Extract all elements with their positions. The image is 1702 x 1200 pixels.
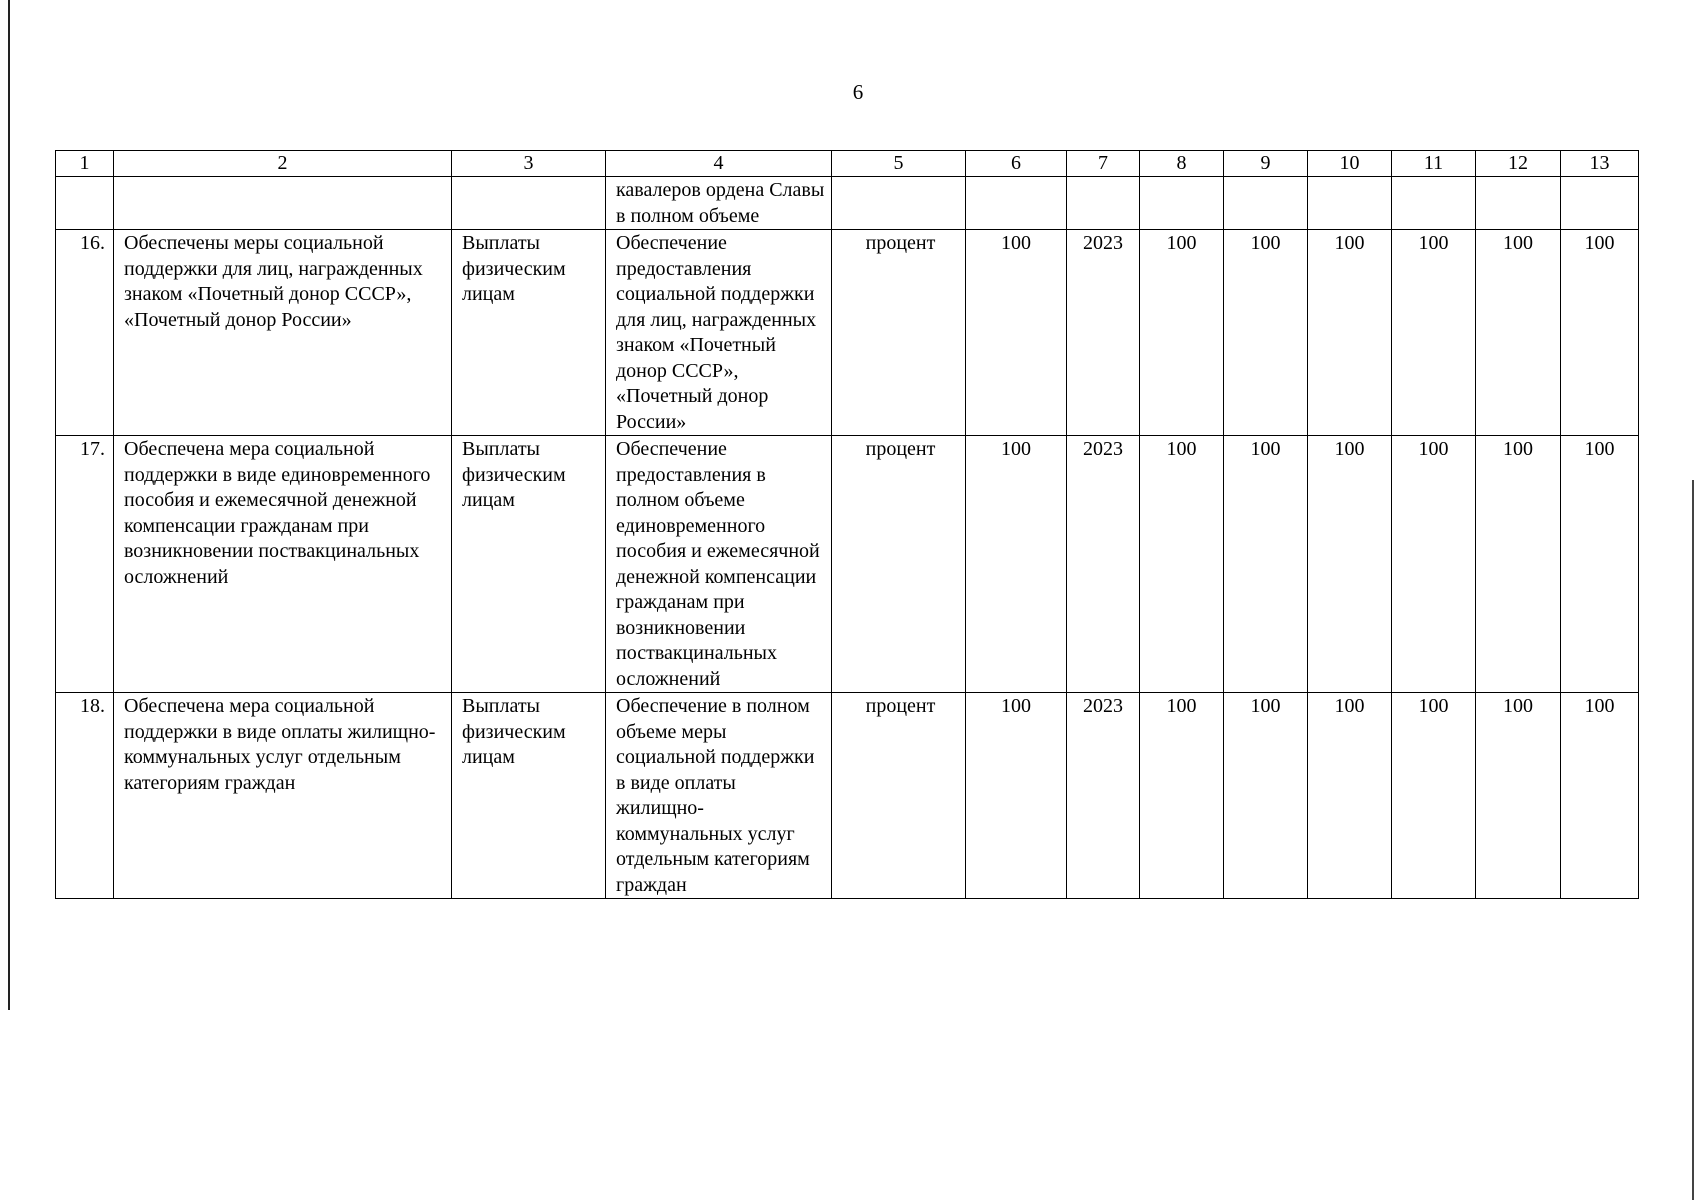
value-cell: 100: [1308, 436, 1392, 693]
indicator-cell: кавалеров ордена Славы в полном объеме: [606, 177, 832, 230]
cell-empty: [1476, 177, 1561, 230]
column-number: 2: [114, 151, 452, 177]
cell-empty: [966, 177, 1067, 230]
cell-empty: [452, 177, 606, 230]
value-cell: 100: [1308, 693, 1392, 899]
column-number: 6: [966, 151, 1067, 177]
value-cell: 100: [1561, 436, 1639, 693]
column-number: 8: [1140, 151, 1224, 177]
unit-cell: процент: [832, 436, 966, 693]
cell-empty: [1224, 177, 1308, 230]
cell-empty: [832, 177, 966, 230]
table-row-continuation: [56, 177, 1639, 230]
value-cell: 100: [1140, 693, 1224, 899]
value-cell: 100: [1224, 230, 1308, 436]
column-number: 10: [1308, 151, 1392, 177]
column-number: 9: [1224, 151, 1308, 177]
value-cell: 100: [1476, 436, 1561, 693]
cell-empty: [1140, 177, 1224, 230]
value-cell: 100: [1476, 693, 1561, 899]
cell-empty: [114, 177, 452, 230]
cell-empty: [1308, 177, 1392, 230]
base-year-cell: 2023: [1067, 230, 1140, 436]
scan-left-edge: [8, 0, 10, 1010]
value-cell: 100: [1308, 230, 1392, 436]
cell-empty: [1067, 177, 1140, 230]
column-number: 13: [1561, 151, 1639, 177]
scan-right-edge: [1692, 480, 1694, 1200]
value-cell: 100: [1140, 230, 1224, 436]
value-cell: 100: [1224, 436, 1308, 693]
row-number: 16.: [56, 230, 114, 436]
column-number: 11: [1392, 151, 1476, 177]
column-number: 1: [56, 151, 114, 177]
result-cell: Обеспечена мера социальной поддержки в виде оплаты жилищно-коммунальных услуг отдельным категориям граждан: [114, 693, 452, 899]
row-number: 18.: [56, 693, 114, 899]
type-cell: Выплаты физическим лицам: [452, 693, 606, 899]
column-number: 3: [452, 151, 606, 177]
base-year-cell: 2023: [1067, 436, 1140, 693]
base-value-cell: 100: [966, 693, 1067, 899]
base-value-cell: 100: [966, 230, 1067, 436]
unit-cell: процент: [832, 230, 966, 436]
unit-cell: процент: [832, 693, 966, 899]
type-cell: Выплаты физическим лицам: [452, 230, 606, 436]
table-row: [56, 230, 1639, 436]
row-number: 17.: [56, 436, 114, 693]
column-number: 5: [832, 151, 966, 177]
indicator-cell: Обеспечение предоставления социальной поддержки для лиц, награжденных знаком «Почетный донор СССР», «Почетный донор России»: [606, 230, 832, 436]
result-cell: Обеспечены меры социальной поддержки для лиц, награжденных знаком «Почетный донор СССР», «Почетный донор России»: [114, 230, 452, 436]
value-cell: 100: [1476, 230, 1561, 436]
column-number: 7: [1067, 151, 1140, 177]
type-cell: Выплаты физическим лицам: [452, 436, 606, 693]
value-cell: 100: [1392, 693, 1476, 899]
page-number: 6: [852, 80, 864, 104]
indicators-table: [55, 150, 1639, 899]
base-year-cell: 2023: [1067, 693, 1140, 899]
value-cell: 100: [1561, 693, 1639, 899]
table-row: [56, 436, 1639, 693]
cell-empty: [56, 177, 114, 230]
column-number-row: [56, 151, 1639, 177]
value-cell: 100: [1224, 693, 1308, 899]
value-cell: 100: [1561, 230, 1639, 436]
cell-empty: [1561, 177, 1639, 230]
value-cell: 100: [1392, 436, 1476, 693]
indicator-cell: Обеспечение предоставления в полном объеме единовременного пособия и ежемесячной денежной компенсации гражданам при возникновении поствакцинальных осложнений: [606, 436, 832, 693]
indicator-cell: Обеспечение в полном объеме меры социальной поддержки в виде оплаты жилищно-коммунальных услуг отдельным категориям граждан: [606, 693, 832, 899]
column-number: 12: [1476, 151, 1561, 177]
base-value-cell: 100: [966, 436, 1067, 693]
table-row: [56, 693, 1639, 899]
result-cell: Обеспечена мера социальной поддержки в виде единовременного пособия и ежемесячной денежной компенсации гражданам при возникновении поствакцинальных осложнений: [114, 436, 452, 693]
value-cell: 100: [1140, 436, 1224, 693]
cell-empty: [1392, 177, 1476, 230]
column-number: 4: [606, 151, 832, 177]
value-cell: 100: [1392, 230, 1476, 436]
